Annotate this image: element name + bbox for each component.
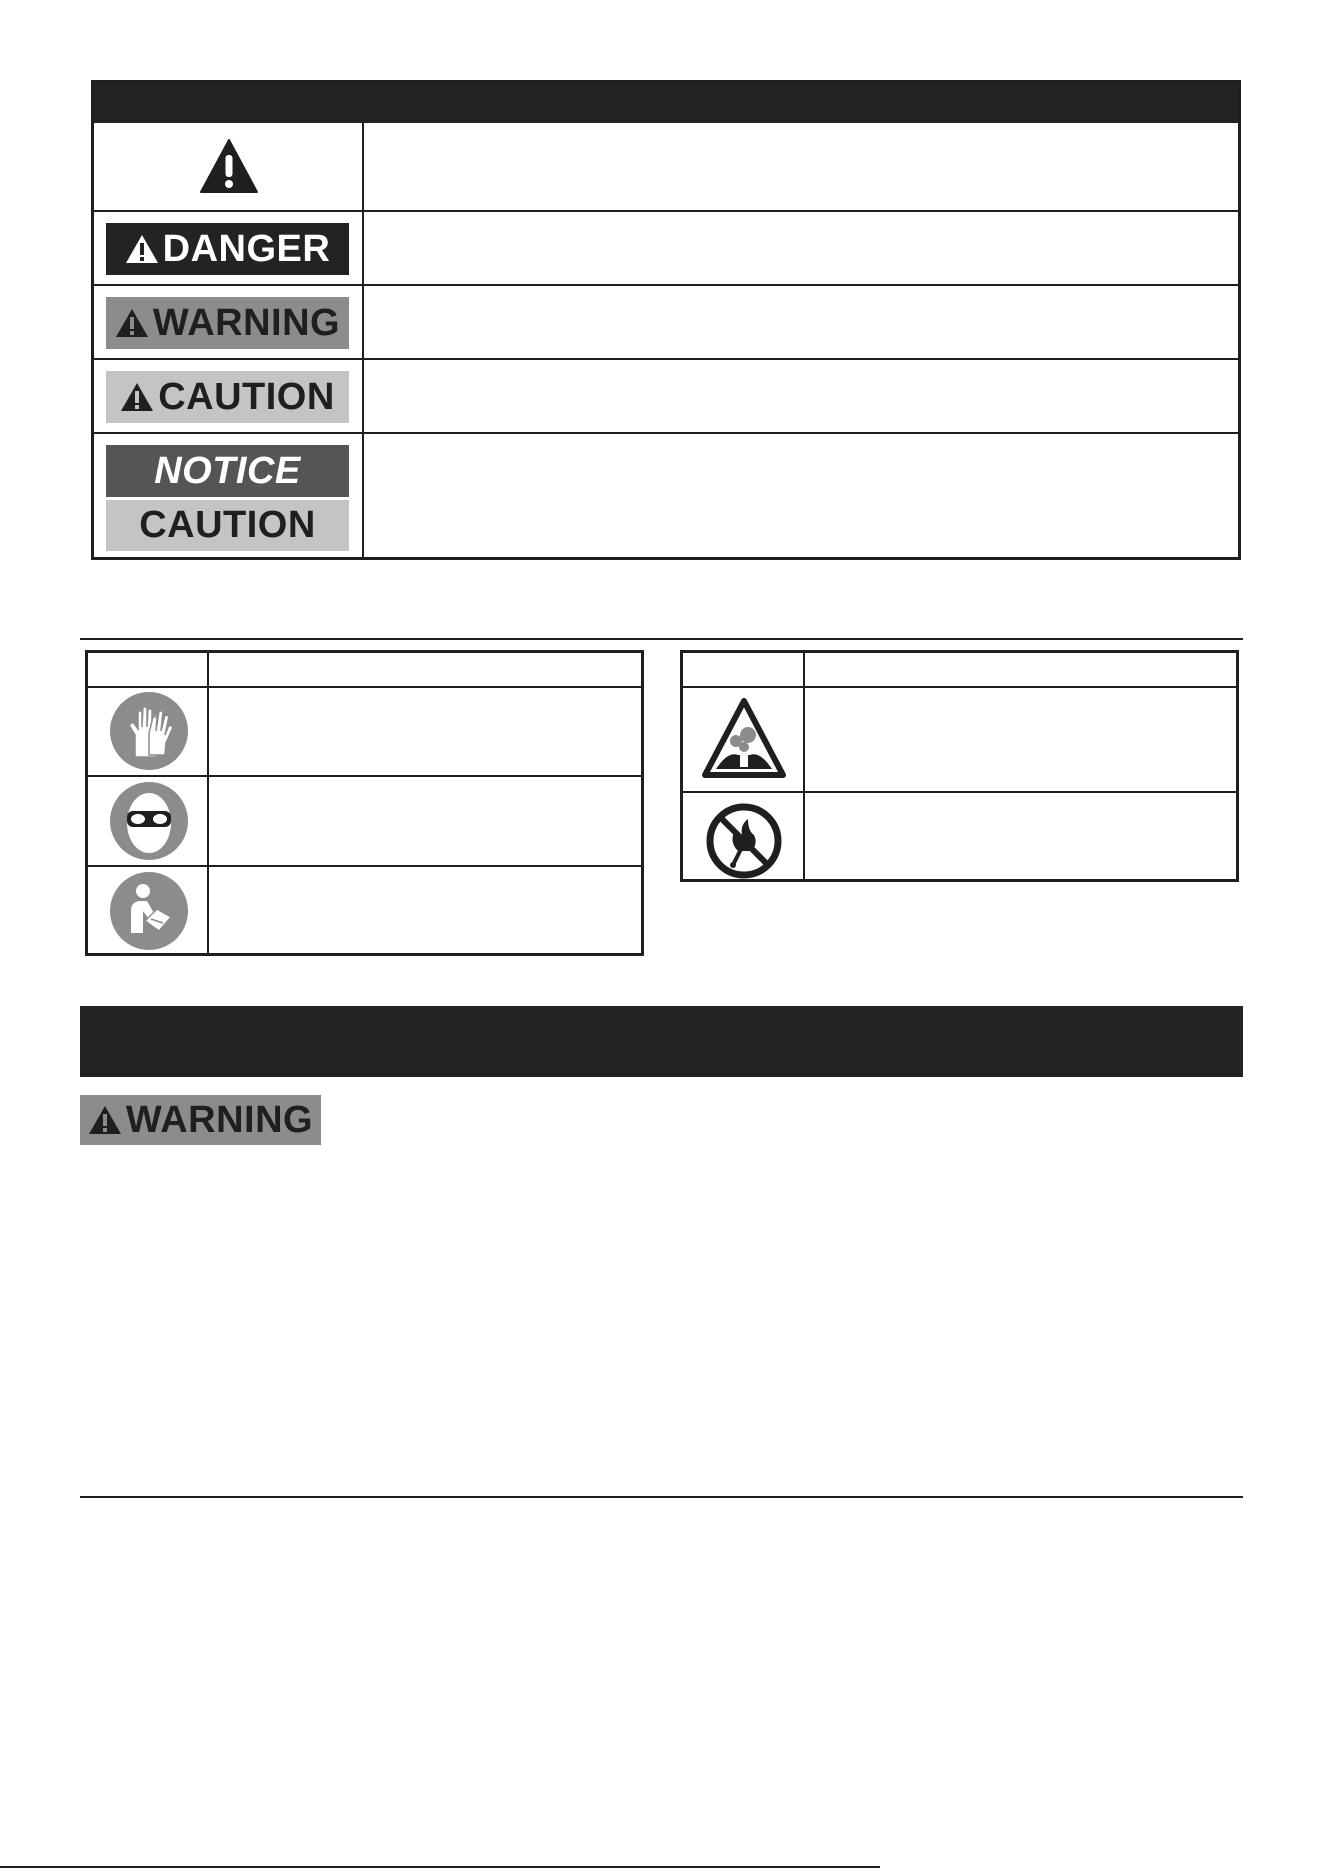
danger-badge — [106, 223, 349, 275]
caution-plain-badge — [106, 500, 349, 551]
hazard-symbol-table — [680, 650, 1239, 882]
no-open-flame-icon — [702, 801, 786, 885]
alert-triangle-icon — [125, 234, 159, 264]
caution-plain-label: CAUTION — [139, 504, 316, 546]
signal-table-header — [94, 83, 1238, 123]
notice-badge — [106, 445, 349, 497]
read-manual-icon — [109, 871, 189, 951]
explosion-hazard-icon — [702, 697, 786, 781]
alert-triangle-icon — [88, 1105, 122, 1135]
alert-triangle-icon — [120, 382, 154, 412]
alert-triangle-icon — [115, 308, 149, 338]
danger-label: DANGER — [162, 227, 331, 270]
section-rule — [80, 638, 1243, 640]
caution-badge — [106, 371, 349, 423]
warning-badge — [106, 297, 349, 349]
section-warning-label: WARNING — [125, 1098, 314, 1141]
section-rule-bottom — [80, 1496, 1243, 1498]
section-warning-badge — [80, 1095, 321, 1145]
safety-glasses-icon — [109, 781, 189, 861]
safety-alert-icon — [199, 138, 259, 194]
notice-label: NOTICE — [154, 449, 301, 492]
signal-word-table — [91, 80, 1241, 560]
ppe-symbol-table — [85, 650, 644, 956]
gloves-icon — [109, 691, 189, 771]
section-banner — [80, 1006, 1243, 1077]
caution-label: CAUTION — [158, 375, 335, 418]
warning-label: WARNING — [152, 301, 341, 344]
page-footer-rule — [0, 1866, 880, 1868]
